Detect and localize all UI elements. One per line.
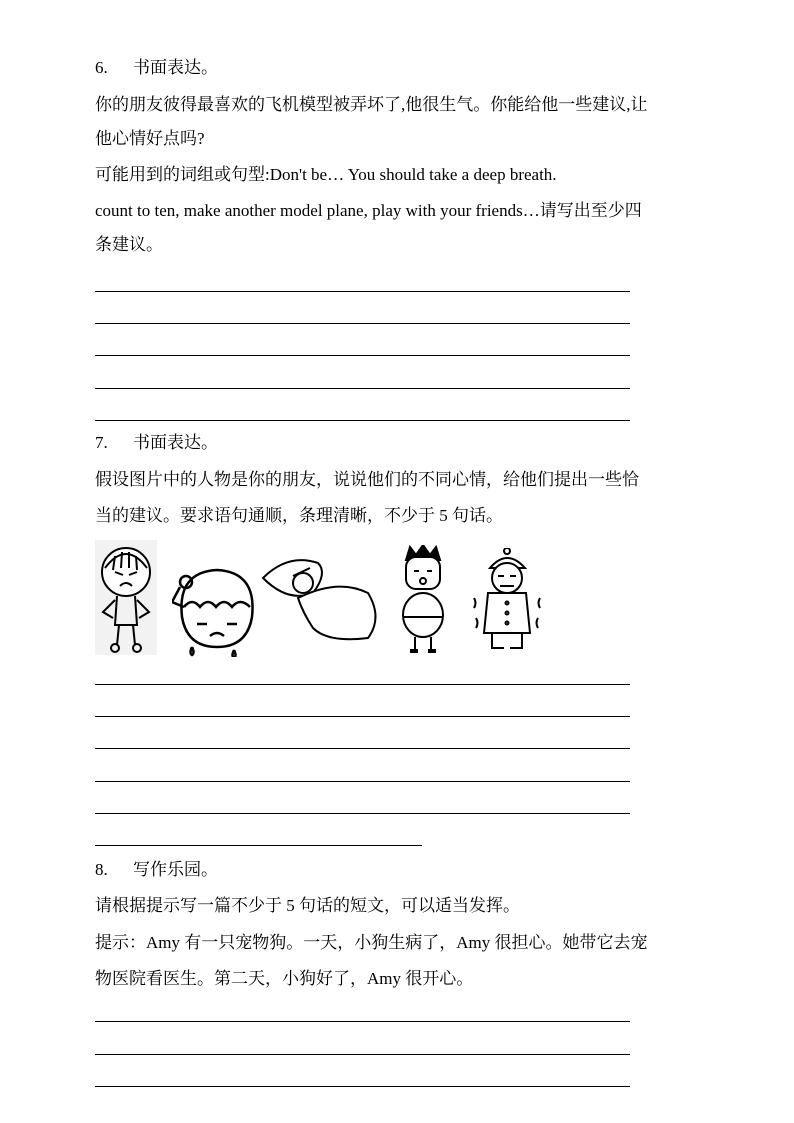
answer-line[interactable] [95,748,630,749]
answer-line[interactable] [95,388,630,389]
full-stomach-boy-picture [398,545,448,655]
q8-title: 写作乐园。 [133,860,218,879]
answer-line[interactable] [95,291,630,292]
q7-heading [95,433,218,453]
q8-line: 请根据提示写一篇不少于 5 句话的短文，可以适当发挥。 [95,896,520,915]
answer-line[interactable] [95,355,630,356]
cold-child-picture [470,548,545,653]
q6-line: 你的朋友彼得最喜欢的飞机模型被弄坏了,他很生气。你能给他一些建议,让 [95,95,648,114]
answer-line[interactable] [95,1021,630,1022]
answer-line[interactable] [95,684,630,685]
q7-line: 当的建议。要求语句通顺，条理清晰，不少于 5 句话。 [95,506,503,525]
q7-line: 假设图片中的人物是你的朋友，说说他们的不同心情，给他们提出一些恰 [95,470,639,489]
q8-heading [95,860,218,880]
answer-line[interactable] [95,781,630,782]
sick-child-in-bed-picture [258,548,386,643]
q7-title: 书面表达。 [133,433,218,452]
q6-title: 书面表达。 [133,58,218,77]
q6-line: 可能用到的词组或句型:Don't be… You should take a deep breath. [95,165,557,184]
answer-line[interactable] [95,813,630,814]
angry-boy-picture [95,540,157,655]
q8-line: 物医院看医生。第二天，小狗好了，Amy 很开心。 [95,969,474,988]
answer-line[interactable] [95,1086,630,1087]
crying-girl-picture [172,562,260,657]
q6-line: 他心情好点吗? [95,129,205,148]
q7-number: 7. [95,433,108,452]
q6-heading [95,58,218,78]
answer-line[interactable] [95,323,630,324]
q6-number: 6. [95,58,108,77]
answer-line[interactable] [95,420,630,421]
q6-line: 条建议。 [95,235,163,254]
q6-line: count to ten, make another model plane, play with your friends…请写出至少四 [95,201,642,220]
answer-line[interactable] [95,845,422,846]
q8-number: 8. [95,860,108,879]
answer-line[interactable] [95,1054,630,1055]
answer-line[interactable] [95,716,630,717]
q8-line: 提示：Amy 有一只宠物狗。一天，小狗生病了，Amy 很担心。她带它去宠 [95,933,648,952]
